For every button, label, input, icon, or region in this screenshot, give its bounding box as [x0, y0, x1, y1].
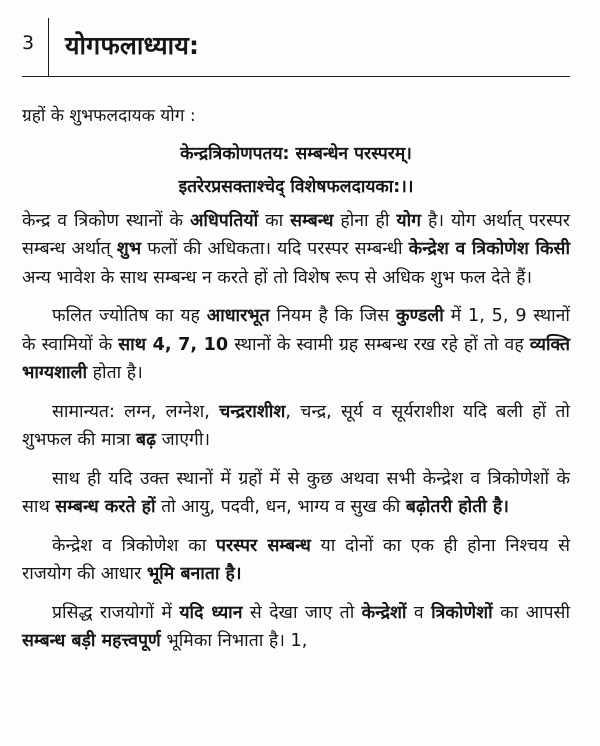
- body-text: नियम है कि जिस: [269, 306, 396, 327]
- body-text: होना ही: [333, 210, 397, 231]
- emphasis-text: कुण्डली: [395, 306, 444, 327]
- body-paragraph: [22, 532, 570, 589]
- emphasis-text: सम्बन्ध: [290, 210, 334, 231]
- body-text: में 1, 5, 9 स्थानों के स्वामियों के: [22, 306, 570, 355]
- page-title: योगफलाध्याय:: [65, 31, 200, 60]
- body-text: फलों की अधिकता। यदि परस्पर सम्बन्धी: [141, 239, 409, 260]
- emphasis-text: केन्द्रेशों: [361, 602, 407, 623]
- body-paragraph: [22, 599, 570, 656]
- chapter-number: 3: [22, 32, 35, 54]
- page-body: [22, 103, 570, 656]
- emphasis-text: यदि ध्यान: [179, 602, 243, 623]
- body-text: का आपसी: [492, 602, 571, 623]
- body-paragraph: [22, 302, 570, 388]
- emphasis-text: केन्द्रेश व त्रिकोणेश किसी: [408, 239, 570, 260]
- body-text: जाएगी।: [155, 430, 211, 451]
- body-text: या दोनों का एक ही होना निश्चय से राजयोग की आधार: [22, 535, 570, 585]
- emphasis-text: आधारभूत: [206, 306, 270, 327]
- body-text: व: [406, 602, 432, 623]
- verse-line-1: केन्द्रत्रिकोणपतय: सम्बन्धेन परस्परम्।: [180, 143, 412, 164]
- emphasis-text: बढ़ोतरी होती है।: [405, 497, 509, 518]
- emphasis-text: व्यक्ति भाग्यशाली: [22, 334, 570, 384]
- body-text: से देखा जाए तो: [242, 602, 362, 623]
- body-text: प्रसिद्ध राजयोगों में: [52, 602, 180, 623]
- verse-line-2: इतरेरप्रसक्ताश्चेद् विशेषफलदायका:।।: [178, 176, 414, 197]
- body-text: तो आयु, पदवी, धन, भाग्य व सुख की: [155, 497, 406, 518]
- emphasis-text: सम्बन्ध करते हों: [55, 497, 156, 518]
- emphasis-text: शुभ: [116, 239, 142, 260]
- emphasis-text: परस्पर सम्बन्ध: [215, 535, 311, 556]
- vertical-divider: [48, 18, 49, 76]
- chapter-heading: [22, 18, 570, 77]
- emphasis-text: साथ 4, 7, 10: [118, 334, 229, 355]
- body-text: अन्य भावेश के साथ सम्बन्ध न करते हों तो विशेष रूप से अधिक शुभ फल देते हैं।: [22, 267, 533, 288]
- body-paragraph: [22, 465, 570, 522]
- body-text: होता है।: [87, 363, 143, 384]
- section-subheading: ग्रहों के शुभफलदायक योग :: [22, 106, 196, 126]
- body-text: केन्द्रेश व त्रिकोणेश का: [52, 535, 216, 556]
- emphasis-text: भूमि बनाता है।: [146, 564, 242, 585]
- body-paragraph: [22, 207, 570, 293]
- body-text: सामान्यत: लग्न, लग्नेश,: [52, 401, 220, 422]
- emphasis-text: बढ़: [136, 430, 156, 451]
- paragraph-list: [22, 207, 570, 656]
- body-text: स्थानों के स्वामी ग्रह सम्बन्ध रख रहे हों तो वह: [228, 334, 530, 355]
- emphasis-text: चन्द्रराशीश: [219, 401, 286, 422]
- body-paragraph: [22, 398, 570, 455]
- body-text: का: [258, 210, 291, 231]
- emphasis-text: योग: [396, 210, 422, 231]
- body-text: फलित ज्योतिष का यह: [52, 306, 207, 327]
- body-text: भूमिका निभाता है। 1,: [160, 631, 308, 652]
- body-text: , चन्द्र, सूर्य व सूर्यराशीश यदि बली हों तो शुभफल की मात्रा: [22, 401, 570, 451]
- emphasis-text: त्रिकोणेशों: [431, 602, 493, 623]
- emphasis-text: सम्बन्ध बड़ी महत्त्वपूर्ण: [22, 631, 161, 652]
- body-text: केन्द्र व त्रिकोण स्थानों के: [22, 210, 190, 231]
- body-text: साथ ही यदि उक्त स्थानों में ग्रहों में से कुछ अथवा सभी केन्द्रेश व त्रिकोणेशों के साथ: [22, 468, 570, 518]
- emphasis-text: अधिपतियों: [189, 210, 259, 231]
- body-text: है। योग अर्थात् परस्पर सम्बन्ध अर्थात्: [22, 210, 571, 260]
